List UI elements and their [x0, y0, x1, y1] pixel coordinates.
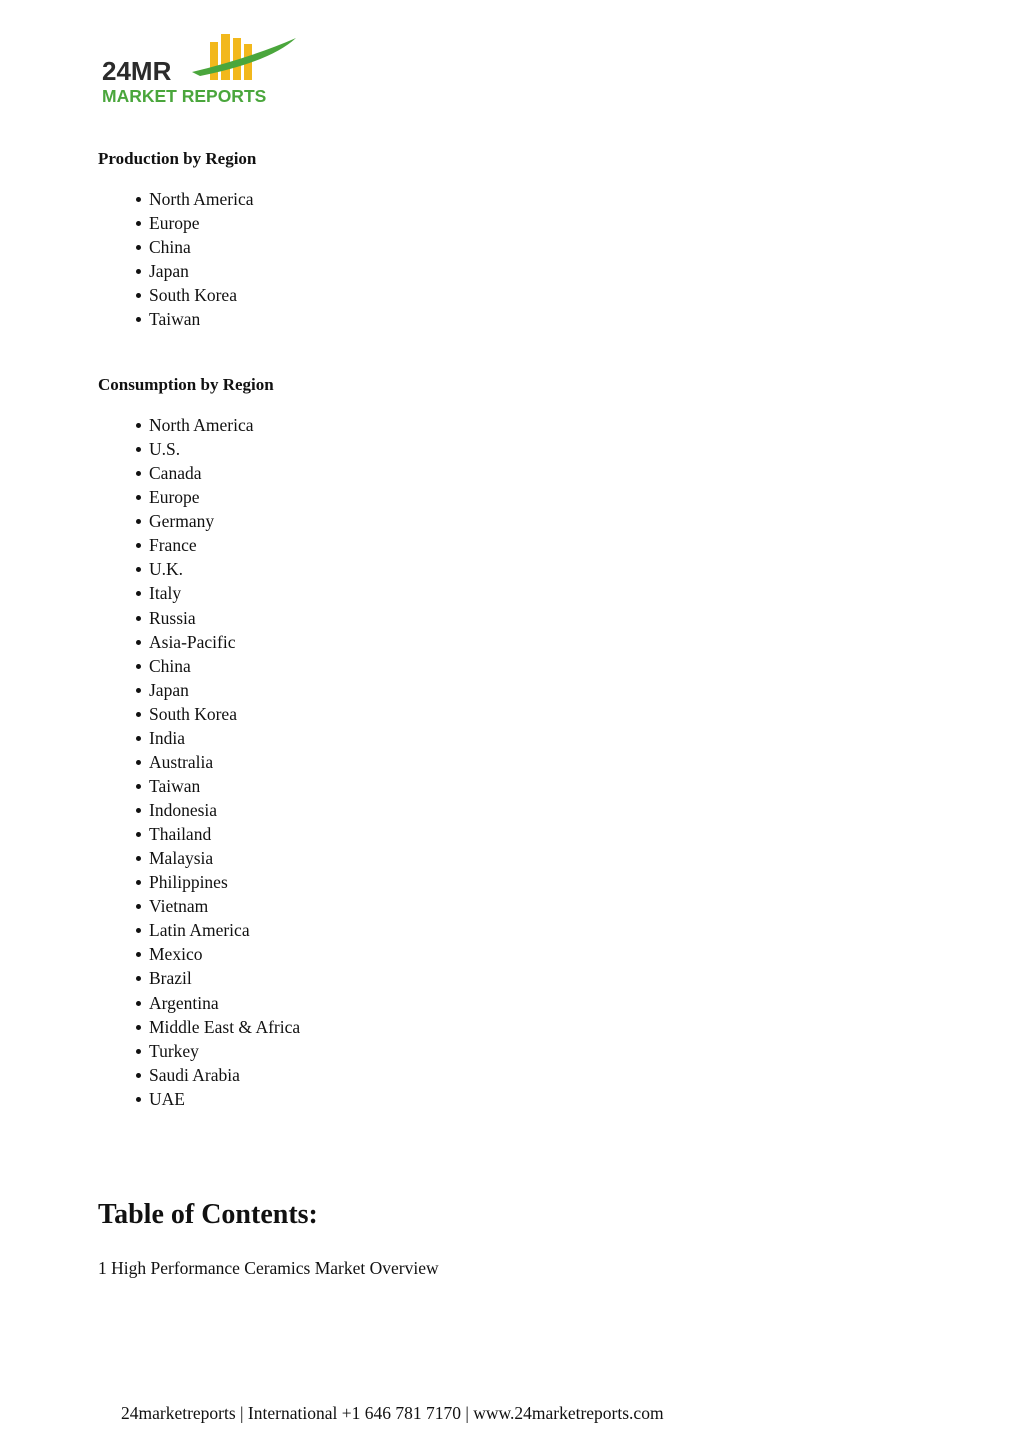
list-item — [0, 485, 300, 509]
list-item-label: Turkey — [149, 1040, 199, 1061]
list-item-label: Philippines — [149, 872, 228, 893]
bullet-icon — [136, 519, 141, 524]
list-item — [0, 1039, 300, 1063]
list-item-label: U.S. — [149, 439, 181, 460]
list-item-label: Middle East & Africa — [149, 1016, 301, 1037]
list-item — [0, 630, 300, 654]
list-item — [0, 211, 253, 235]
bullet-icon — [136, 471, 141, 476]
production-region-list — [0, 187, 253, 331]
bullet-icon — [136, 712, 141, 717]
bullet-icon — [136, 269, 141, 274]
consumption-region-list — [0, 413, 300, 1111]
production-heading: Production by Region — [98, 149, 257, 168]
bullet-icon — [136, 760, 141, 765]
bullet-icon — [136, 904, 141, 909]
consumption-heading: Consumption by Region — [98, 375, 274, 394]
bullet-icon — [136, 221, 141, 226]
toc-title: Table of Contents: — [98, 1199, 318, 1230]
list-item-label: North America — [149, 415, 254, 435]
list-item-label: China — [149, 655, 191, 676]
bullet-icon — [136, 880, 141, 885]
bullet-icon — [136, 832, 141, 837]
list-item — [0, 606, 300, 630]
bullet-icon — [136, 808, 141, 813]
list-item-label: Japan — [149, 679, 189, 700]
list-item-label: Taiwan — [149, 309, 201, 330]
list-item — [0, 307, 253, 331]
list-item-label: Europe — [149, 213, 200, 234]
list-item-label: U.K. — [149, 559, 184, 580]
bullet-icon — [136, 197, 141, 202]
list-item — [0, 726, 300, 750]
list-item — [0, 822, 300, 846]
company-logo — [100, 28, 310, 108]
bullet-icon — [136, 495, 141, 500]
page-footer: 24marketreports | International +1 646 781 7170 | www.24marketreports.com — [121, 1403, 664, 1423]
list-item — [0, 283, 253, 307]
bullet-icon — [136, 293, 141, 298]
list-item — [0, 533, 300, 557]
list-item-label: Canada — [149, 463, 202, 484]
list-item-label: Thailand — [149, 824, 212, 845]
bullet-icon — [136, 928, 141, 933]
bullet-icon — [136, 664, 141, 669]
list-item — [0, 461, 300, 485]
list-item — [0, 702, 300, 726]
list-item-label: China — [149, 237, 191, 258]
list-item — [0, 1087, 300, 1111]
list-item — [0, 413, 300, 437]
list-item — [0, 1015, 300, 1039]
bullet-icon — [136, 317, 141, 322]
list-item-label: Indonesia — [149, 800, 218, 820]
bullet-icon — [136, 543, 141, 548]
bullet-icon — [136, 736, 141, 741]
list-item — [0, 1063, 300, 1087]
list-item — [0, 509, 300, 533]
list-item-label: South Korea — [149, 703, 237, 724]
bullet-icon — [136, 1001, 141, 1006]
list-item — [0, 437, 300, 461]
bullet-icon — [136, 616, 141, 621]
bullet-icon — [136, 423, 141, 428]
bullet-icon — [136, 640, 141, 645]
list-item — [0, 846, 300, 870]
list-item — [0, 991, 300, 1015]
bullet-icon — [136, 1049, 141, 1054]
bullet-icon — [136, 1073, 141, 1078]
list-item — [0, 798, 300, 822]
list-item-label: South Korea — [149, 285, 237, 306]
list-item-label: India — [149, 727, 185, 748]
list-item-label: Asia-Pacific — [149, 631, 236, 652]
list-item-label: Japan — [149, 261, 189, 282]
list-item-label: Saudi Arabia — [149, 1064, 240, 1085]
bullet-icon — [136, 567, 141, 572]
logo-secondary-text: MARKET REPORTS — [102, 86, 267, 106]
list-item — [0, 581, 300, 605]
list-item-label: UAE — [149, 1088, 185, 1109]
bullet-icon — [136, 1097, 141, 1102]
list-item — [0, 894, 300, 918]
list-item-label: France — [149, 535, 197, 556]
list-item — [0, 557, 300, 581]
bullet-icon — [136, 1025, 141, 1030]
bullet-icon — [136, 784, 141, 789]
list-item — [0, 678, 300, 702]
list-item — [0, 235, 253, 259]
list-item-label: Argentina — [149, 992, 219, 1013]
list-item — [0, 966, 300, 990]
bullet-icon — [136, 952, 141, 957]
list-item-label: Vietnam — [149, 896, 209, 917]
list-item — [0, 187, 253, 211]
list-item-label: Brazil — [149, 968, 192, 989]
list-item-label: Mexico — [149, 944, 203, 965]
logo-graphic — [100, 28, 310, 108]
list-item — [0, 774, 300, 798]
bullet-icon — [136, 856, 141, 861]
list-item-label: Italy — [149, 583, 182, 604]
bullet-icon — [136, 591, 141, 596]
list-item-label: Germany — [149, 511, 215, 532]
list-item-label: Malaysia — [149, 848, 214, 869]
list-item-label: Taiwan — [149, 775, 201, 796]
list-item — [0, 750, 300, 774]
toc-entry: 1 High Performance Ceramics Market Overview — [98, 1258, 439, 1278]
list-item — [0, 918, 300, 942]
list-item-label: Europe — [149, 487, 200, 508]
list-item-label: Australia — [149, 751, 214, 772]
list-item — [0, 259, 253, 283]
bullet-icon — [136, 245, 141, 250]
list-item-label: North America — [149, 189, 254, 209]
bullet-icon — [136, 688, 141, 693]
list-item — [0, 654, 300, 678]
bullet-icon — [136, 447, 141, 452]
list-item — [0, 870, 300, 894]
list-item — [0, 942, 300, 966]
list-item-label: Russia — [149, 607, 196, 628]
logo-primary-text: 24MR — [102, 56, 172, 86]
bullet-icon — [136, 976, 141, 981]
list-item-label: Latin America — [149, 920, 250, 941]
